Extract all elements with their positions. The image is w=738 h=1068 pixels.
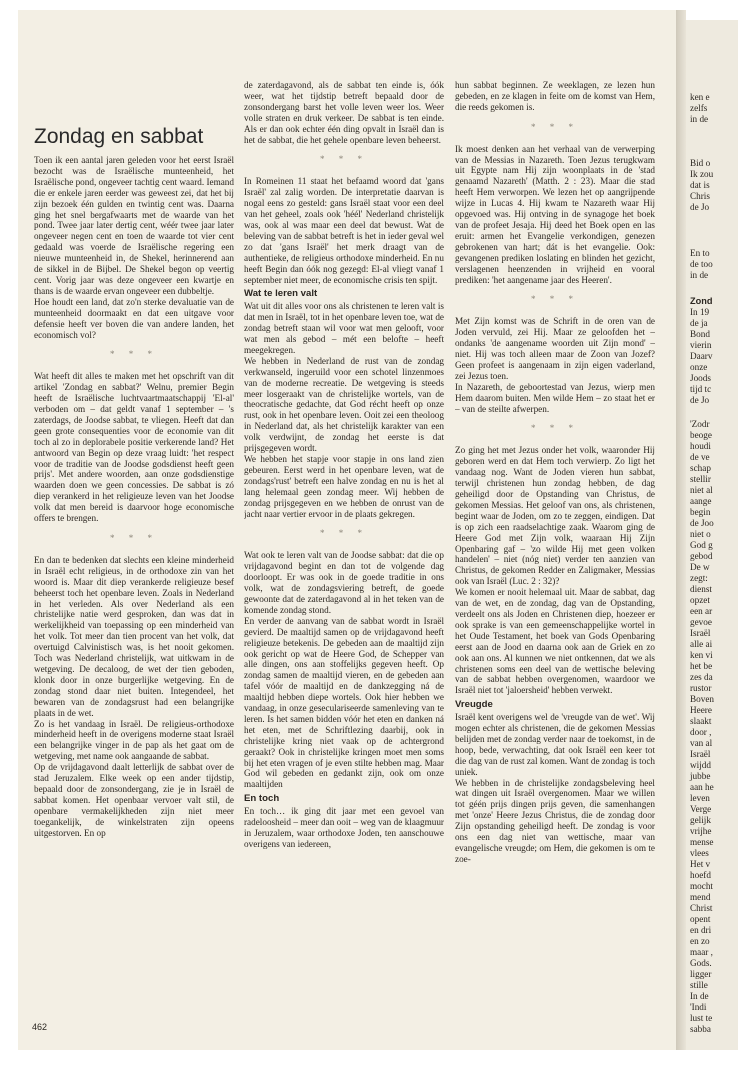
facing-page-line: vrijhe [690, 826, 712, 836]
facing-page-line: Christ [690, 903, 713, 913]
facing-page-line: niet o [690, 529, 711, 539]
paragraph: In Romeinen 11 staat het befaamd woord dat 'gans Israël' zal zalig worden. De interpretatie daarvan is nogal eens zo gesteld: gans Israël staat voor een deel van het geheel, zoals ook 'héél' Nederland christelijk was, ook al was maar een deel dat bewust. Wat de beleving van de sabbat betreft is het in ieder geval wel zo dat 'gans Israël' het merk draagt van de authentieke, de religieus orthodoxe minderheid. En nu heeft Begin dan óók nog gezegd: El-al vliegt vanaf 1 september niet meer, de economische crisis ten spijt. [244, 176, 444, 285]
page-gutter [676, 10, 686, 1050]
facing-page-line: opzet [690, 595, 710, 605]
section-separator: * * * [531, 121, 579, 132]
facing-page-line: mend [690, 892, 711, 902]
section-heading: En toch [244, 793, 280, 805]
article-column-2 [244, 80, 444, 1025]
facing-page-line: Bond [690, 329, 710, 339]
paragraph: Wat uit dit alles voor ons als christenen te leren valt is dat men in Israël, tot in het openbare leven toe, wat de zondag betreft staan wil voor wat men gelooft, voor wat men als gebod – mét een belofte – heeft meegekregen. [244, 301, 444, 355]
paragraph: Wat heeft dit alles te maken met het opschrift van dit artikel 'Zondag en sabbat?' Welnu, premier Begin heeft de Israëlische luchtvaartmaatschappij 'El-al' verboden om – dat geldt vanaf 1 september – 's zaterdags, de Joodse sabbat, te vliegen. Heeft dat dan geen grote consequenties voor de economie van dit toch al zo in deplorabele positie verkerende land? Het antwoord van Begin op deze vraag luidt: 'het respect voor de traditie van de Joodse godsdienst heeft geen prijs'. Met andere woorden, aan onze godsdienstige waarden doen we geen concessies. De sabbat is zó diep verankerd in het religieuze leven van het Joodse volk dat men bereid is daarvoor hoge economische offers te brengen. [34, 371, 234, 524]
facing-page-line: De w [690, 562, 710, 572]
paragraph: We hebben het stapje voor stapje in ons land zien gebeuren. Eerst werd in het openbare leven, wat de zondags'rust' betreft een halve zondag en nu is het al lang helemaal geen zondag meer. Wij hebben de zondag prijsgegeven en we hebben de onrust van de jacht naar vertier ervoor in de plaats gekregen. [244, 454, 444, 519]
facing-page-line: Heere [690, 705, 712, 715]
facing-page-line: de ja [690, 318, 708, 328]
paragraph: Ik moest denken aan het verhaal van de verwerping van de Messias in Nazareth. Toen Jezus terugkwam uit Egypte nam Hij zijn woonplaats in de 'stad genaamd Nazareth' (Matth. 2 : 23). Maar die stad heeft Hem verworpen. We lezen het op aangrijpende wijze in Lucas 4. Hij kwam te Nazareth waar Hij opgevoed was. Hij ontving in de synagoge het boek van de profeet Jesaja. Hij deed het Boek open en las eruit: armen het Evangelie verkondigen, genezen gebrokenen van hart; dát is het evangelie. Ook: gevangenen prediken loslating en blinden het gezicht, verslagenen heenzenden in vrijheid en vooral prediken: 'het aangename jaar des Heeren'. [455, 143, 655, 285]
facing-page-line: ligger [690, 969, 712, 979]
facing-page-line: Bid o [690, 158, 711, 168]
paragraph: We hebben in de christelijke zondagsbeleving heel wat dingen uit Israël overgenomen. Maar we willen tot géén prijs dingen prijs geven, die samenhangen met 'onze' Heere Jezus Christus, die de zondag door Zijn opstanding geheiligd heeft. De zondag is voor ons een dag niet van wettische, maar van evangelische vreugde; om Hem, die gekomen is om te zoe- [455, 777, 655, 864]
facing-page-line: zes da [690, 672, 713, 682]
facing-page-line: Ik zou [690, 169, 714, 179]
section-separator: * * * [320, 154, 368, 165]
facing-page-line: onze [690, 362, 708, 372]
facing-page-line: vlees [690, 848, 709, 858]
facing-page-line: lust te [690, 1013, 713, 1023]
facing-page-line: de Jo [690, 202, 710, 212]
paragraph: In Nazareth, de geboortestad van Jezus, wierp men Hem daarom buiten. Men wilde Hem – zo staat het er – van de steilte afwerpen. [455, 381, 655, 414]
section-heading: Vreugde [455, 699, 493, 711]
facing-page-line: stille [690, 980, 708, 990]
facing-page-line: leven [690, 793, 710, 803]
paragraph: Israël kent overigens wel de 'vreugde van de wet'. Wij mogen echter als christenen, die de gekomen Messias belijden met de zondag verder naar de toekomst, in de hoop, bede, verwachting, dat ook Israël een keer tot die dag van de rust zal komen. Want de zondag is toch uniek. [455, 712, 655, 777]
facing-page-line: dat is [690, 180, 710, 190]
facing-page-line: gelijk [690, 815, 711, 825]
facing-page-line: dienst [690, 584, 712, 594]
section-separator: * * * [531, 423, 579, 434]
paragraph: En verder de aanvang van de sabbat wordt in Israël gevierd. De maaltijd samen op de vrijdagavond heeft religieuze betekenis. De gebeden aan de maaltijd zijn ook gericht op wat de Heere God, de Schepper van alle dingen, ons aan stoffelijks gegeven heeft. Op zondag samen de maaltijd vieren, en de gebeden aan tafel vóór de maaltijd en de dankzegging ná de maaltijd hebben diepe wortels. Ook hier hebben we vandaag, in onze geseculariseerde samenleving van te leren. Is het samen bidden vóór het eten en danken ná het eten, met de Schriftlezing daarbij, ook in christelijke kring niet vaak op de achtergrond geraakt? Ook in christelijke kringen moet men soms bij het eten vragen of je even stilte hebben mag. Maar God wil gebeden en gedankt zijn, ook om onze maaltijden [244, 615, 444, 790]
facing-page-line: stellir [690, 474, 711, 484]
facing-page-heading: Zond [690, 296, 713, 306]
section-separator: * * * [110, 349, 158, 360]
facing-page-line: Boven [690, 694, 714, 704]
paragraph: We komen er nooit helemaal uit. Maar de sabbat, dag van de wet, en de zondag, dag van de Opstanding, verdeelt ons als Joden en Christenen diep, hoezeer er ook sprake is van een gemeenschappelijke wortel in het Oude Testament, het boek van Gods Openbaring eerst aan de Jood en daarna ook aan de Griek en zo ook aan ons. Al kunnen we niet ontkennen, dat we als christenen soms een deel van de wettische beleving van de sabbat hebben overgenomen, waardoor we Israël niet tot 'jaloersheid' hebben verwekt. [455, 587, 655, 696]
facing-page-line: In de [690, 991, 709, 1001]
paragraph: Wat ook te leren valt van de Joodse sabbat: dat die op vrijdagavond begint en dan tot de volgende dag doorloopt. Er was ook in de goede traditie in ons volk, wat de zondagsviering betreft, de goede gewoonte dat de zaterdagavond al in het teken van de komende zondag stond. [244, 550, 444, 615]
facing-page-line: Gods. [690, 958, 712, 968]
facing-page-line: een ar [690, 606, 713, 616]
facing-page-line: schap [690, 463, 711, 473]
paragraph: Zo ging het met Jezus onder het volk, waaronder Hij geboren werd en dat Hem toch verwierp. Zo ligt het vandaag nog. Want de Joden vieren hun sabbat, terwijl christenen hun zondag hebben, de dag geheiligd door de Opstanding van Christus, de gekomen Messias. Het geloof van ons, als christenen, begint waar de Joden, om zo te zeggen, eindigen. Dat is op zich een raadselachtige zaak. Waarom ging de Heere God met Zijn volk, waaraan Hij Zijn Openbaring gaf – 'zo wilde Hij met geen volken handelen' – niet (nóg niet) verder ten aanzien van Christus, de gekomen Redder en Zaligmaker, Messias ook van Israël (Luc. 2 : 32)? [455, 445, 655, 587]
facing-page-line: niet al [690, 485, 713, 495]
facing-page [686, 20, 738, 1050]
facing-page-line: zegt: [690, 573, 708, 583]
facing-page-line: 'Zodr [690, 419, 710, 429]
facing-page-line: jubbe [690, 771, 711, 781]
facing-page-line: sabba [690, 1024, 711, 1034]
section-separator: * * * [531, 294, 579, 305]
paragraph: En toch… ik ging dit jaar met een gevoel van radeloosheid – meer dan ooit – weg van de klaagmuur in Jeruzalem, waar orthodoxe Joden, ten aanschouwe overigens van iedereen, [244, 806, 444, 849]
paragraph: hun sabbat beginnen. Ze weeklagen, ze lezen hun gebeden, en ze klagen in feite om de komst van Hem, die reeds gekomen is. [455, 80, 655, 112]
facing-page-line: en zo [690, 936, 710, 946]
facing-page-line: ken e [690, 92, 710, 102]
facing-page-line: de too [690, 259, 713, 269]
facing-page-line: van al [690, 738, 713, 748]
facing-page-line: vierin [690, 340, 712, 350]
facing-page-line: mense [690, 837, 714, 847]
facing-page-line: aange [690, 496, 712, 506]
facing-page-line: In 19 [690, 307, 710, 317]
paragraph: Hoe houdt een land, dat zo'n sterke devaluatie van de munteenheid doormaakt en dat een uitgave voor defensie heeft ver boven die van andere landen, het economisch vol? [34, 296, 234, 340]
facing-page-line: door , [690, 727, 712, 737]
facing-page-line: maar , [690, 947, 713, 957]
facing-page-line: alle ai [690, 639, 713, 649]
facing-page-line: rustor [690, 683, 712, 693]
facing-page-line: slaakt [690, 716, 712, 726]
facing-page-line: de Joo [690, 518, 714, 528]
facing-page-line: begin [690, 507, 711, 517]
section-separator: * * * [320, 528, 368, 539]
facing-page-line: houdi [690, 441, 711, 451]
facing-page-line [690, 296, 712, 307]
article-column-1 [34, 155, 234, 1025]
facing-page-line: hoefd [690, 870, 711, 880]
facing-page-line: gevoe [690, 617, 712, 627]
paragraph: En dan te bedenken dat slechts een kleine minderheid in Israël echt religieus, in de orthodoxe zin van het woord is. Maar dit diep verankerde religieuze besef beheerst toch het openbare leven. Zoals in Nederland in het verleden. Als over Nederland als een christelijke natie werd gesproken, dan was dat in werkelijkheid van toepassing op een minderheid van het volk. Tot meer dan tien procent van het volk, dat overtuigd Calvinistisch was, is het nooit gekomen. Toch was Nederland christelijk, wat uitkwam in de wetgeving. De decaloog, de wet der tien geboden, klonk door in onze burgerlijke wetgeving. En de zondag stond daar niet buiten. Integendeel, het bewaren van de zondagsrust had een belangrijke plaats in de wet. [34, 554, 234, 718]
facing-page-line: 'Indi [690, 1002, 707, 1012]
facing-page-line: ken vi [690, 650, 713, 660]
facing-page-line: en dri [690, 925, 712, 935]
facing-page-line: Israël [690, 628, 711, 638]
facing-page-line: tijd tc [690, 384, 712, 394]
facing-page-line: de Jo [690, 395, 710, 405]
facing-page-line: Verge [690, 804, 712, 814]
facing-page-line: gebod [690, 551, 713, 561]
article-title: Zondag en sabbat [34, 125, 204, 148]
facing-page-line: Israël [690, 749, 711, 759]
article-column-3 [455, 80, 655, 1025]
paragraph: We hebben in Nederland de rust van de zondag verkwanseld, ingeruild voor een schotel linzenmoes van de moderne recreatie. De wetgeving is steeds meer losgeraakt van de christelijke wortels, van de theocratische gedachte, dat God récht heeft op onze rust, ook in het openbare leven. Ooit zei een theoloog in Nederland dat, als het christelijk karakter van een volk verdwijnt, de zondag het eerste is dat prijsgegeven wordt. [244, 355, 444, 454]
facing-page-line: in de [690, 270, 709, 280]
page-number: 462 [32, 1022, 48, 1032]
facing-page-line: beoge [690, 430, 712, 440]
paragraph: Met Zijn komst was de Schrift in de oren van de Joden vervuld, zei Hij. Maar ze geloofden het – ondanks 'de aangename woorden uit Zijn mond' – niet. Hij was toch alleen maar de Zoon van Jozef? Geen profeet is aangenaam in zijn eigen vaderland, zei Jezus toen. [455, 316, 655, 381]
facing-page-line: Joods [690, 373, 711, 383]
facing-page-line: het be [690, 661, 713, 671]
paragraph: Toen ik een aantal jaren geleden voor het eerst Israël bezocht was de Israëlische munteenheid, het Israëlische pond, ongeveer tachtig cent waard. Iemand die er enkele jaren eerder was geweest zei, dat het bij zijn bezoek één gulden en twintig cent was. Daarna ging het snel bergafwaarts met de waarde van het pond. Twee jaar later dertig cent, wéér twee jaar later ongeveer negen cent en toen de waarde tot vier cent gedaald was voerde de Israëlische regering een nieuwe munteenheid in, de Shekel, herinnerend aan de sikkel in de Bijbel. De Shekel begon op veertig cent. Vorig jaar was deze ongeveer een kwartje en thans is de waarde ervan ongeveer een dubbeltje. [34, 155, 234, 296]
section-separator: * * * [110, 533, 158, 543]
section-heading: Wat te leren valt [244, 288, 318, 300]
facing-page-line: wijdd [690, 760, 711, 770]
facing-page-line: aan he [690, 782, 714, 792]
facing-page-line: Daarv [690, 351, 713, 361]
paragraph: de zaterdagavond, als de sabbat ten einde is, óók weer, wat het tijdstip betreft bepaald door de zonsondergang barst het volle leven weer los. Weer volle straten en druk verkeer. De sabbat is ten einde. Als er dan ook echter één ding opvalt in Israël dan is het de sabbat, die het gehele openbare leven beheerst. [244, 80, 444, 145]
facing-page-line: opent [690, 914, 711, 924]
facing-page-line: En to [690, 248, 710, 258]
paragraph: Op de vrijdagavond daalt letterlijk de sabbat over de stad Jeruzalem. Elke week op een ander tijdstip, bepaald door de zonsondergang, zie je in Israël de sabbat komen. Het openbaar vervoer valt stil, de openbare vermakelijkheden zijn niet meer toegankelijk, de winkelstraten zijn opeens uitgestorven. En op [34, 762, 234, 838]
facing-page-line: Chris [690, 191, 710, 201]
facing-page-line: in de [690, 114, 709, 124]
facing-page-line: zelfs [690, 103, 708, 113]
facing-page-line: de ve [690, 452, 710, 462]
facing-page-line: Het v [690, 859, 711, 869]
paragraph: Zo is het vandaag in Israël. De religieus-orthodoxe minderheid heeft in de overigens moderne staat Israël een belangrijke vinger in de pap als het gaat om de wetgeving, met name ook aangaande de sabbat. [34, 718, 234, 762]
facing-page-line: mocht [690, 881, 713, 891]
facing-page-line: God g [690, 540, 713, 550]
